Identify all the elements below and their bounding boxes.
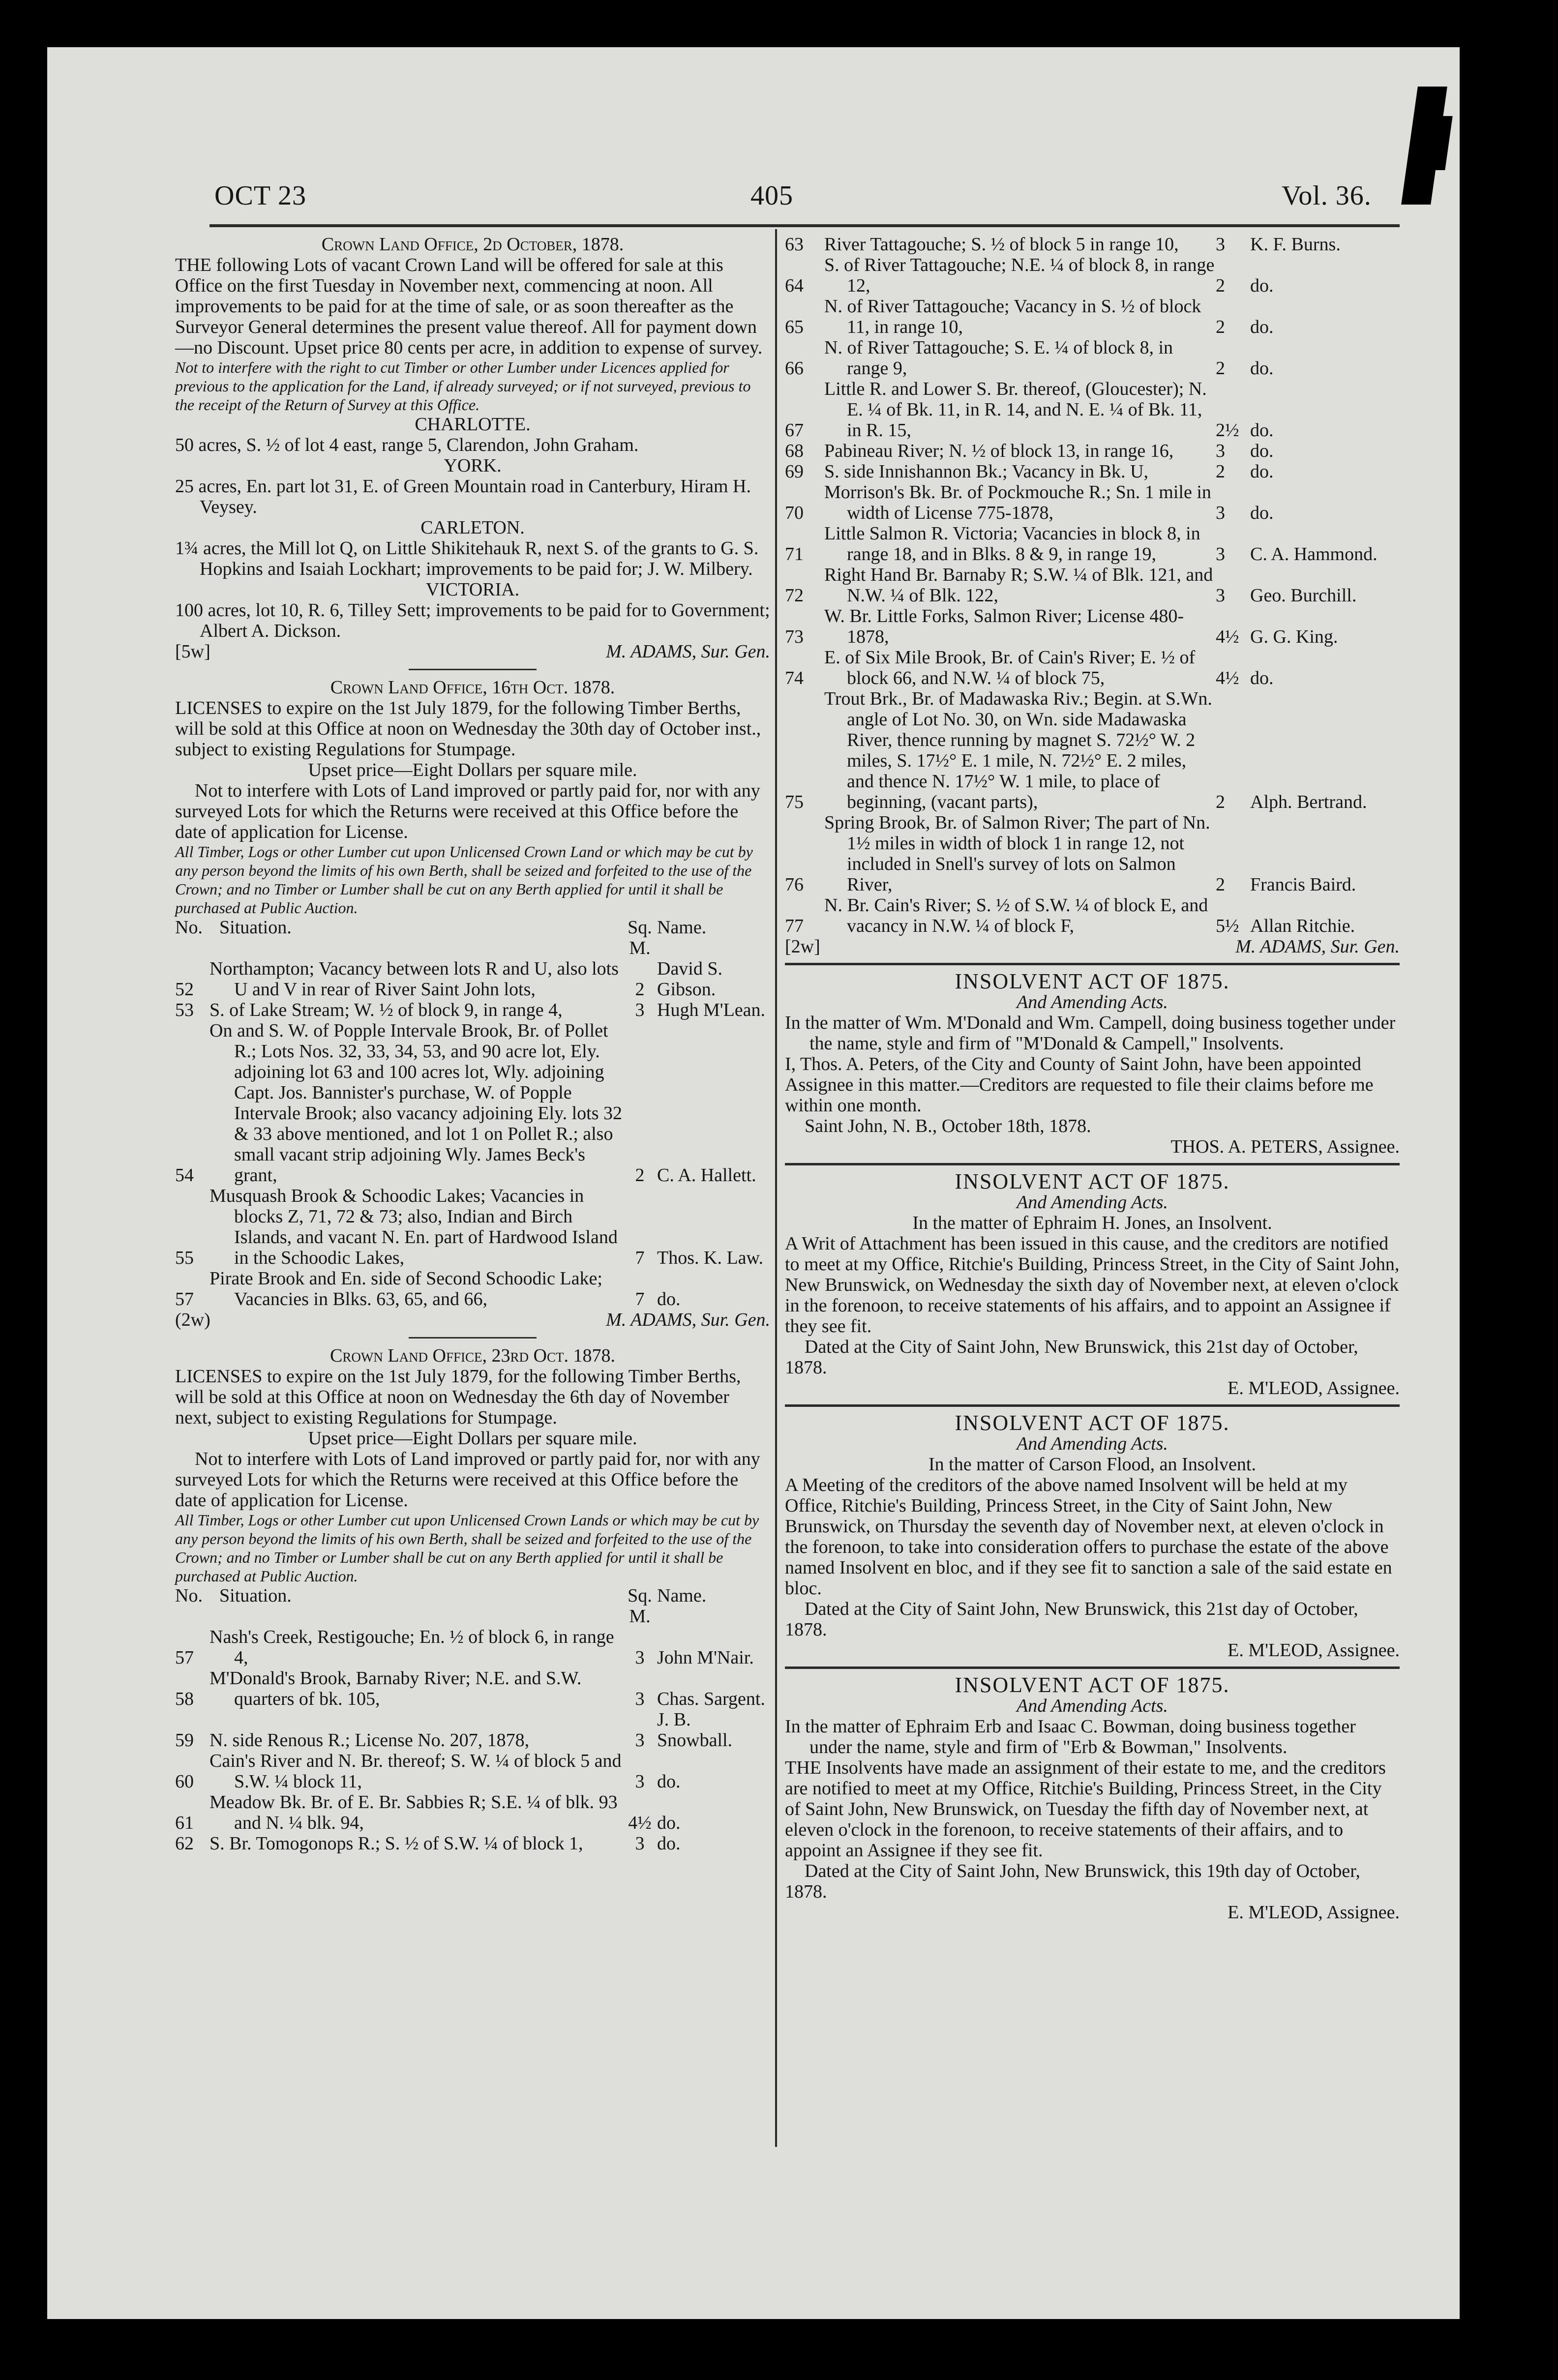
county-lot: 100 acres, lot 10, R. 6, Tilley Sett; improvements to be paid for to Government; Albert A. Dickson. [175, 600, 770, 641]
row-situation: Little Salmon R. Victoria; Vacancies in block 8, in range 18, and in Blks. 8 & 9, in range 19, [824, 523, 1200, 565]
insolvent-notice-erb-bowman [785, 1675, 1400, 1923]
row-sqm: 2 [635, 1165, 645, 1186]
not-interfere: Not to interfere with Lots of Land improved or partly paid for, nor with any surveyed Lots for which the Returns were received at this Office before the date of application for License. [175, 780, 760, 842]
row-name: do. [657, 1833, 681, 1854]
row-no: 66 [785, 358, 804, 379]
table-row [785, 523, 1400, 565]
table-row [175, 1833, 770, 1854]
insertion-mark: [2w] [785, 936, 820, 957]
row-name: do. [1250, 358, 1274, 379]
matter: In the matter of Carson Flood, an Insolvent. [929, 1454, 1256, 1475]
separator [785, 1666, 1400, 1669]
page-date: OCT 23 [214, 180, 306, 211]
row-sqm: 3 [635, 1730, 645, 1751]
row-sqm: 2 [1216, 317, 1225, 337]
row-no: 74 [785, 668, 804, 688]
row-situation: River Tattagouche; S. ½ of block 5 in range 10, [824, 234, 1179, 255]
row-no: 59 [175, 1730, 194, 1751]
signature-line [175, 1309, 770, 1330]
signature: M. ADAMS, Sur. Gen. [606, 641, 770, 662]
act-title: INSOLVENT ACT OF 1875. [955, 969, 1230, 993]
row-name: do. [1250, 317, 1274, 337]
dated: Dated at the City of Saint John, New Brunswick, this 21st day of October, 1878. [785, 1337, 1358, 1378]
row-sqm: 7 [635, 1248, 645, 1268]
table-row [175, 1751, 770, 1792]
notice-body: A Meeting of the creditors of the above named Insolvent will be held at my Office, Ritchie's Building, Princess Street, in the City of Saint John, New Brunswick, on Thursday the seventh day of November next, at eleven o'clock in the forenoon, to take into consideration offers to purchase the estate of the above named Insolvent en bloc, and if they see fit to sanction a sale of the said estate en bloc. [785, 1475, 1392, 1599]
row-no: 68 [785, 441, 804, 461]
notice-italic-note: Not to interfere with the right to cut Timber or other Lumber under Licences applied for previous to the application for the Land, if already surveyed; or if not surveyed, previous to the receipt of the Return of Survey at this Office. [175, 358, 751, 414]
row-name: Alph. Bertrand. [1250, 792, 1367, 812]
row-no: 63 [785, 234, 804, 255]
row-name: Francis Baird. [1250, 874, 1356, 895]
row-situation: N. of River Tattagouche; S. E. ¼ of block 8, in range 9, [824, 337, 1173, 379]
row-situation: Cain's River and N. Br. thereof; S. W. ¼ of block 5 and S.W. ¼ block 11, [210, 1751, 622, 1792]
signature: E. M'LEOD, Assignee. [1228, 1378, 1400, 1398]
table-row [175, 1709, 770, 1751]
upset-price: Upset price—Eight Dollars per square mile. [308, 1428, 637, 1449]
row-situation: Northampton; Vacancy between lots R and U, also lots U and V in rear of River Saint John lots, [210, 958, 619, 1000]
matter: In the matter of Wm. M'Donald and Wm. Campell, doing business together under the name, style and firm of "M'Donald & Campell," Insolvents. [785, 1012, 1396, 1054]
row-situation: Morrison's Bk. Br. of Pockmouche R.; Sn. 1 mile in width of License 775-1878, [824, 482, 1211, 523]
signature: E. M'LEOD, Assignee. [1228, 1902, 1400, 1923]
col-name: Name. [657, 917, 707, 938]
row-no: 60 [175, 1771, 194, 1792]
row-no: 64 [785, 275, 804, 296]
row-sqm: 3 [635, 1771, 645, 1792]
row-no: 73 [785, 626, 804, 647]
row-sqm: 2 [1216, 792, 1225, 812]
insolvent-notice-jones [785, 1171, 1400, 1398]
row-name: do. [657, 1771, 681, 1792]
column-divider [775, 229, 777, 2147]
table-row [175, 1020, 770, 1186]
county-lot: 25 acres, En. part lot 31, E. of Green Mountain road in Canterbury, Hiram H. Veysey. [175, 476, 751, 517]
row-situation: S. Br. Tomogonops R.; S. ½ of S.W. ¼ of block 1, [210, 1833, 583, 1854]
page-number: 405 [750, 180, 793, 211]
upset-price: Upset price—Eight Dollars per square mile. [308, 760, 637, 780]
row-name: K. F. Burns. [1250, 234, 1341, 255]
notice-body: THE Insolvents have made an assignment of their estate to me, and the creditors are notified to meet at my Office, Ritchie's Building, Princess Street, in the City of Saint John, New Brunswick, on Tuesday the fifth day of November next, at eleven o'clock in the forenoon, to receive statements of their affairs, and to appoint an Assignee if they see fit. [785, 1757, 1386, 1861]
row-sqm: 7 [635, 1289, 645, 1309]
row-no: 67 [785, 420, 804, 441]
county-name: YORK. [444, 455, 502, 476]
row-name: do. [657, 1289, 681, 1309]
crown-land-notice-sale [175, 234, 770, 662]
act-subtitle: And Amending Acts. [1017, 1433, 1168, 1454]
dated: Dated at the City of Saint John, New Brunswick, this 19th day of October, 1878. [785, 1861, 1360, 1902]
table-row [785, 337, 1400, 379]
county-lot: 50 acres, S. ½ of lot 4 east, range 5, Clarendon, John Graham. [175, 435, 639, 455]
row-situation: Spring Brook, Br. of Salmon River; The part of Nn. 1½ miles in width of block 1 in range 12, not included in Snell's survey of lots on Salmon River, [824, 812, 1210, 895]
row-name: Allan Ritchie. [1250, 916, 1355, 936]
row-situation: Musquash Brook & Schoodic Lakes; Vacancies in blocks Z, 71, 72 & 73; also, Indian and Birch Islands, and vacant N. En. part of Hardwood Island in the Schoodic Lakes, [210, 1186, 618, 1268]
row-sqm: 4½ [628, 1813, 652, 1833]
row-sqm: 3 [1216, 441, 1225, 461]
row-sqm: 3 [1216, 234, 1225, 255]
notice-italic-note: All Timber, Logs or other Lumber cut upon Unlicensed Crown Land or which may be cut by any person beyond the limits of his own Berth, shall be seized and forfeited to the use of the Crown; and no Timber or Lumber shall be cut on any Berth applied for until it shall be purchased at Public Auction. [175, 843, 753, 917]
table-row [785, 895, 1400, 936]
row-no: 55 [175, 1248, 194, 1268]
table-row [785, 606, 1400, 647]
notice-body: A Writ of Attachment has been issued in this cause, and the creditors are notified to meet at my Office, Ritchie's Building, Princess Street, in the City of Saint John, New Brunswick, on Wednesday the sixth day of November next, at eleven o'clock in the forenoon, to receive statements of his affairs, and to appoint an Assignee if they see fit. [785, 1233, 1400, 1337]
volume-number: Vol. 36. [1282, 180, 1372, 211]
row-name: do. [1250, 668, 1274, 688]
table-row [785, 482, 1400, 523]
separator [409, 669, 537, 670]
right-column [785, 234, 1400, 1923]
crown-land-notice-licenses-16 [175, 677, 770, 1330]
act-subtitle: And Amending Acts. [1017, 1696, 1168, 1716]
act-subtitle: And Amending Acts. [1017, 1192, 1168, 1213]
row-sqm: 2 [1216, 461, 1225, 482]
row-name: do. [1250, 275, 1274, 296]
row-name: J. B. Snowball. [657, 1709, 733, 1751]
row-no: 54 [175, 1165, 194, 1186]
row-situation: N. Br. Cain's River; S. ½ of S.W. ¼ of block E, and vacancy in N.W. ¼ of block F, [824, 895, 1208, 936]
separator [409, 1337, 537, 1339]
act-title: INSOLVENT ACT OF 1875. [955, 1673, 1230, 1697]
separator [785, 1404, 1400, 1407]
notice-office-date: Crown Land Office, 23rd Oct. 1878. [330, 1345, 615, 1366]
insertion-mark: (2w) [175, 1309, 210, 1330]
row-situation: S. side Innishannon Bk.; Vacancy in Bk. U, [824, 461, 1148, 482]
table-row [175, 1186, 770, 1268]
col-situation: Situation. [219, 917, 292, 938]
row-no: 65 [785, 317, 804, 337]
row-no: 70 [785, 503, 804, 523]
gazette-page [47, 47, 1460, 2319]
signature-line [175, 641, 770, 662]
row-situation: N. side Renous R.; License No. 207, 1878, [210, 1730, 530, 1751]
signature: THOS. A. PETERS, Assignee. [1170, 1136, 1400, 1157]
row-situation: On and S. W. of Popple Intervale Brook, Br. of Pollet R.; Lots Nos. 32, 33, 34, 53, and 90 acre lot, Ely. adjoining lot 63 and 100 acres lot, Wly. adjoining Capt. Jos. Bannister's purchase, W. of Popple Intervale Brook; also vacancy adjoining Ely. lots 32 & 33 above mentioned, and lot 1 on Pollet R.; also small vacant strip adjoining Wly. James Beck's grant, [210, 1020, 623, 1186]
table-row [175, 1627, 770, 1668]
row-sqm: 3 [1216, 503, 1225, 523]
row-name: do. [1250, 420, 1274, 441]
row-situation: Pabineau River; N. ½ of block 13, in range 16, [824, 441, 1174, 461]
table-row [785, 812, 1400, 895]
table-row [785, 296, 1400, 337]
table-row [175, 1268, 770, 1309]
row-no: 58 [175, 1689, 194, 1709]
insolvent-notice-flood [785, 1413, 1400, 1661]
row-sqm: 4½ [1216, 668, 1239, 688]
row-situation: Nash's Creek, Restigouche; En. ½ of block 6, in range 4, [210, 1627, 614, 1668]
row-no: 75 [785, 792, 804, 812]
signature-line [785, 936, 1400, 957]
notice-body: THE following Lots of vacant Crown Land will be offered for sale at this Office on the first Tuesday in November next, commencing at noon. All improvements to be paid for at the time of sale, or as soon thereafter as the Surveyor General determines the present value thereof. All for payment down—no Discount. Upset price 80 cents per acre, in addition to expense of survey. [175, 255, 763, 358]
row-sqm: 2 [1216, 874, 1225, 895]
row-name: David S. Gibson. [657, 958, 722, 1000]
separator [785, 963, 1400, 965]
row-situation: Meadow Bk. Br. of E. Br. Sabbies R; S.E. ¼ of blk. 93 and N. ¼ blk. 94, [210, 1792, 618, 1833]
row-no: 69 [785, 461, 804, 482]
county-name: VICTORIA. [425, 579, 520, 600]
act-subtitle: And Amending Acts. [1017, 992, 1168, 1012]
row-situation: N. of River Tattagouche; Vacancy in S. ½ of block 11, in range 10, [824, 296, 1201, 337]
table-row [785, 255, 1400, 296]
table-header [175, 917, 770, 958]
row-sqm: 3 [635, 1000, 645, 1020]
row-situation: Trout Brk., Br. of Madawaska Riv.; Begin. at S.Wn. angle of Lot No. 30, on Wn. side Madawaska River, thence running by magnet S. 72½° W. 2 miles, S. 17½° E. 1 mile, N. 72½° E. 2 miles, and thence N. 17½° W. 1 mile, to place of beginning, (vacant parts), [824, 688, 1212, 812]
signature: M. ADAMS, Sur. Gen. [606, 1309, 770, 1330]
dated: Dated at the City of Saint John, New Brunswick, this 21st day of October, 1878. [785, 1599, 1358, 1640]
separator [785, 1163, 1400, 1165]
notice-italic-note: All Timber, Logs or other Lumber cut upon Unlicensed Crown Lands or which may be cut by any person beyond the limits of his own Berth, shall be seized and forfeited to the use of the Crown; and no Timber or Lumber shall be cut on any Berth applied for until it shall be purchased at Public Auction. [175, 1511, 759, 1585]
row-name: do. [657, 1813, 681, 1833]
row-no: 72 [785, 585, 804, 606]
table-row [785, 565, 1400, 606]
notice-body: LICENSES to expire on the 1st July 1879, for the following Timber Berths, will be sold at this Office at noon on Wednesday the 6th day of November next, subject to existing Regulations for Stumpage. [175, 1366, 741, 1428]
row-sqm: 2½ [1216, 420, 1239, 441]
row-name: G. G. King. [1250, 626, 1338, 647]
row-situation: S. of River Tattagouche; N.E. ¼ of block 8, in range 12, [824, 255, 1215, 296]
notice-office-date: Crown Land Office, 2d October, 1878. [321, 234, 624, 255]
row-sqm: 3 [1216, 544, 1225, 565]
col-no: No. [175, 1585, 203, 1606]
row-name: C. A. Hammond. [1250, 544, 1378, 565]
row-situation: Little R. and Lower S. Br. thereof, (Gloucester); N. E. ¼ of Bk. 11, in R. 14, and N. E. ¼ of Bk. 11, in R. 15, [824, 379, 1207, 441]
col-name: Name. [657, 1585, 707, 1606]
row-sqm: 3 [1216, 585, 1225, 606]
crown-land-notice-licenses-23 [175, 1345, 770, 1854]
row-situation: E. of Six Mile Brook, Br. of Cain's River; E. ½ of block 66, and N.W. ¼ of block 75, [824, 647, 1196, 688]
row-name: Thos. K. Law. [657, 1248, 763, 1268]
row-name: Geo. Burchill. [1250, 585, 1357, 606]
signature: M. ADAMS, Sur. Gen. [1235, 936, 1400, 957]
row-sqm: 3 [635, 1689, 645, 1709]
row-name: C. A. Hallett. [657, 1165, 756, 1186]
matter: In the matter of Ephraim Erb and Isaac C. Bowman, doing business together under the name, style and firm of "Erb & Bowman," Insolvents. [785, 1716, 1356, 1757]
row-name: do. [1250, 461, 1274, 482]
row-situation: Pirate Brook and En. side of Second Schoodic Lake; Vacancies in Blks. 63, 65, and 66, [210, 1268, 602, 1309]
row-sqm: 4½ [1216, 626, 1239, 647]
dated: Saint John, N. B., October 18th, 1878. [805, 1116, 1091, 1136]
table-row [175, 1792, 770, 1833]
county-name: CARLETON. [420, 517, 525, 538]
col-sqm: Sq. M. [628, 1585, 652, 1627]
row-situation: S. of Lake Stream; W. ½ of block 9, in range 4, [210, 1000, 563, 1020]
col-no: No. [175, 917, 203, 938]
table-row [785, 461, 1400, 482]
insolvent-notice-mcdonald [785, 971, 1400, 1157]
county-lot: 1¾ acres, the Mill lot Q, on Little Shikitehauk R, next S. of the grants to G. S. Hopkins and Isaiah Lockhart; improvements to be paid for; J. W. Milbery. [175, 538, 759, 579]
row-sqm: 2 [1216, 358, 1225, 379]
row-name: do. [1250, 503, 1274, 523]
act-title: INSOLVENT ACT OF 1875. [955, 1169, 1230, 1193]
left-column [175, 234, 770, 1854]
row-name: Hugh M'Lean. [657, 1000, 766, 1020]
row-sqm: 2 [635, 979, 645, 1000]
row-no: 53 [175, 1000, 194, 1020]
matter: In the matter of Ephraim H. Jones, an Insolvent. [912, 1213, 1272, 1233]
signature: E. M'LEOD, Assignee. [1228, 1640, 1400, 1661]
table-row [175, 1000, 770, 1020]
row-no: 71 [785, 544, 804, 565]
table-header [175, 1585, 770, 1627]
row-situation: W. Br. Little Forks, Salmon River; License 480-1878, [824, 606, 1184, 647]
row-sqm: 2 [1216, 275, 1225, 296]
not-interfere: Not to interfere with Lots of Land improved or partly paid for, nor with any surveyed Lots for which the Returns were received at this Office before the date of application for License. [175, 1449, 760, 1511]
header-rule [210, 224, 1400, 227]
row-no: 57 [175, 1647, 194, 1668]
row-name: John M'Nair. [657, 1647, 754, 1668]
row-no: 52 [175, 979, 194, 1000]
county-name: CHARLOTTE. [415, 414, 531, 435]
row-name: do. [1250, 441, 1274, 461]
row-situation: M'Donald's Brook, Barnaby River; N.E. and S.W. quarters of bk. 105, [210, 1668, 582, 1709]
timber-berths-continued [785, 234, 1400, 957]
row-no: 62 [175, 1833, 194, 1854]
act-title: INSOLVENT ACT OF 1875. [955, 1411, 1230, 1435]
row-no: 57 [175, 1289, 194, 1309]
notice-body: LICENSES to expire on the 1st July 1879, for the following Timber Berths, will be sold at this Office at noon on Wednesday the 30th day of October inst., subject to existing Regulations for Stumpage. [175, 698, 761, 760]
row-no: 77 [785, 916, 804, 936]
row-name: Chas. Sargent. [657, 1689, 765, 1709]
row-sqm: 3 [635, 1647, 645, 1668]
table-row [785, 234, 1400, 255]
row-situation: Right Hand Br. Barnaby R; S.W. ¼ of Blk. 121, and N.W. ¼ of Blk. 122, [824, 565, 1213, 606]
table-row [785, 647, 1400, 688]
table-row [175, 1668, 770, 1709]
row-no: 61 [175, 1813, 194, 1833]
row-no: 76 [785, 874, 804, 895]
row-sqm: 5½ [1216, 916, 1239, 936]
table-row [175, 958, 770, 1000]
notice-body: I, Thos. A. Peters, of the City and County of Saint John, have been appointed Assignee in this matter.—Creditors are requested to file their claims before me within one month. [785, 1054, 1374, 1116]
table-row [785, 441, 1400, 461]
row-sqm: 3 [635, 1833, 645, 1854]
col-sqm: Sq. M. [628, 917, 652, 958]
notice-office-date: Crown Land Office, 16th Oct. 1878. [330, 677, 615, 698]
insertion-mark: [5w] [175, 641, 210, 662]
col-situation: Situation. [219, 1585, 292, 1606]
table-row [785, 379, 1400, 441]
table-row [785, 688, 1400, 812]
